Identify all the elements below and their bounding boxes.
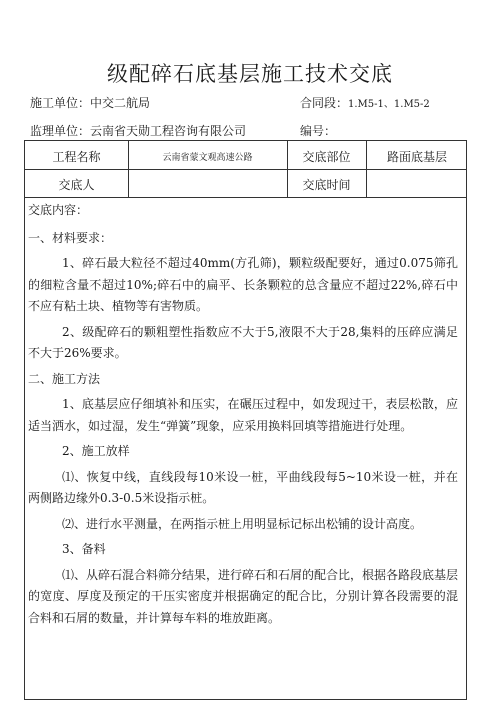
project-name-value: 云南省蒙文观高速公路 xyxy=(162,153,253,163)
contract-label: 合同段： xyxy=(300,96,349,110)
supervision-unit-label: 监理单位： xyxy=(30,124,91,138)
number-label: 编号： xyxy=(300,124,337,138)
supervision-unit xyxy=(30,122,246,139)
disclosure-part-value: 路面底基层 xyxy=(386,150,447,164)
material-paragraph: 2、级配碎石的颗粗塑性指数应不大于5,液限不大于28,集料的压碎应满足不大于26%要求。 xyxy=(28,324,458,360)
subsection-setting-out: 2、施工放样 xyxy=(62,444,130,458)
document-title: 级配碎石底基层施工技术交底 xyxy=(107,62,393,86)
contract-section xyxy=(300,94,430,111)
content-heading: 交底内容： xyxy=(28,203,89,217)
discloser-label: 交底人 xyxy=(58,178,95,192)
project-name-label: 工程名称 xyxy=(52,150,101,164)
row-divider xyxy=(25,169,466,170)
section-material-title: 一、材料要求： xyxy=(28,230,113,245)
construction-unit-label: 施工单位： xyxy=(30,96,91,110)
disclosure-content xyxy=(28,200,458,629)
disclosure-time-label: 交底时间 xyxy=(302,178,351,192)
section-method-title: 二、施工方法 xyxy=(28,371,101,386)
method-paragraph: ⑴、从碎石混合料筛分结果，进行碎石和石屑的配合比，根据各路段底基层的宽度、厚度及预定的干压实密度并根据确定的配合比，分别计算各段需要的混合料和石屑的数量，并计算每车料的堆放距离。 xyxy=(28,567,459,625)
method-paragraph: ⑵、进行水平测量，在两指示桩上用明显标记标出松铺的设计高度。 xyxy=(62,516,423,531)
method-paragraph: 1、底基层应仔细填补和压实，在碾压过程中，如发现过干，表层松散，应适当洒水，如过湿，发生“弹簧”现象，应采用换料回填等措施进行处理。 xyxy=(28,397,458,433)
document-number xyxy=(300,122,336,139)
subsection-material-prep: 3、备料 xyxy=(62,542,106,556)
row-divider xyxy=(25,197,466,198)
supervision-unit-value: 云南省天勋工程咨询有限公司 xyxy=(90,124,247,138)
contract-value: 1.M5-1、1.M5-2 xyxy=(348,99,430,110)
method-paragraph: ⑴、恢复中线，直线段每10米设一桩，平曲线段每5~10米设一桩，并在两侧路边缘外0.3-0.5米设指示桩。 xyxy=(28,469,458,505)
material-paragraph: 1、碎石最大粒径不超过40mm(方孔筛)，颗粒级配要好，通过0.075筛孔的细粒含量不超过10%;碎石中的扁平、长条颗粒的总含量应不超过22%,碎石中不应有粘土块、植物等有害物质。 xyxy=(28,256,458,313)
disclosure-part-label: 交底部位 xyxy=(302,150,351,164)
construction-unit xyxy=(30,94,150,111)
construction-unit-value: 中交二航局 xyxy=(90,96,151,110)
